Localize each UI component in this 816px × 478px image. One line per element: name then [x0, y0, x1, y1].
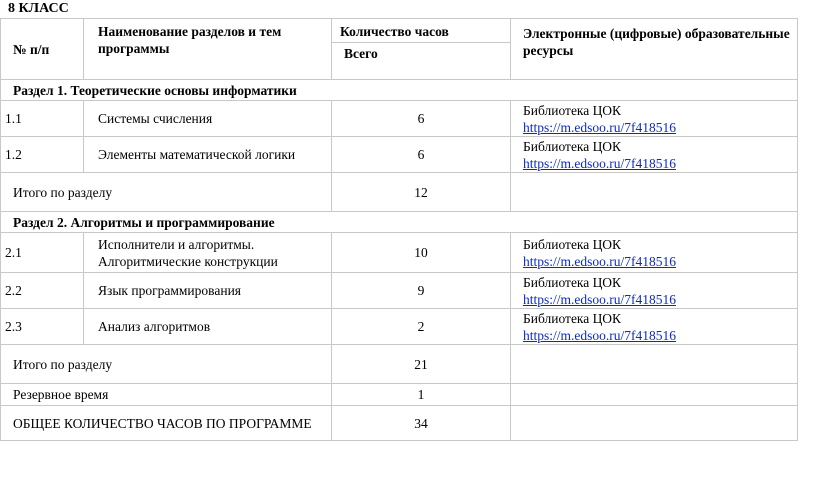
- row-number: 2.2: [1, 273, 84, 309]
- table-row: [1, 309, 798, 345]
- row-number: 2.3: [1, 309, 84, 345]
- header-hours: Количество часов: [332, 19, 511, 43]
- page-title: 8 КЛАСС: [8, 1, 69, 16]
- subtotal-row: [1, 345, 798, 384]
- header-hours-total: Всего: [332, 43, 511, 80]
- table-row: [1, 273, 798, 309]
- table-row: [1, 101, 798, 137]
- resource-link[interactable]: https://m.edsoo.ru/7f418516: [523, 253, 676, 269]
- row-resource: [511, 101, 798, 137]
- row-number: 1.1: [1, 101, 84, 137]
- row-topic: Анализ алгоритмов: [84, 309, 332, 345]
- resource-link[interactable]: https://m.edsoo.ru/7f418516: [523, 327, 676, 343]
- row-topic: Элементы математической логики: [84, 137, 332, 173]
- row-topic: Язык программирования: [84, 273, 332, 309]
- empty-cell: [511, 406, 798, 441]
- section-row: [1, 212, 798, 233]
- row-hours: 6: [332, 101, 511, 137]
- header-resources: Электронные (цифровые) образовательные ресурсы: [511, 19, 798, 80]
- total-hours: 34: [332, 406, 511, 441]
- resource-link[interactable]: https://m.edsoo.ru/7f418516: [523, 155, 676, 171]
- row-hours: 9: [332, 273, 511, 309]
- subtotal-label: Итого по разделу: [1, 345, 332, 384]
- header-number: № п/п: [1, 19, 84, 80]
- row-resource: [511, 233, 798, 273]
- resource-label: Библиотека ЦОК: [523, 102, 621, 118]
- section-row: [1, 80, 798, 101]
- row-hours: 2: [332, 309, 511, 345]
- row-resource: [511, 137, 798, 173]
- row-hours: 6: [332, 137, 511, 173]
- table-row: [1, 233, 798, 273]
- section-title: Раздел 1. Теоретические основы информатики: [1, 80, 798, 101]
- row-hours: 10: [332, 233, 511, 273]
- resource-label: Библиотека ЦОК: [523, 310, 621, 326]
- empty-cell: [511, 384, 798, 406]
- total-label: ОБЩЕЕ КОЛИЧЕСТВО ЧАСОВ ПО ПРОГРАММЕ: [1, 406, 332, 441]
- resource-label: Библиотека ЦОК: [523, 274, 621, 290]
- header-section-name: Наименование разделов и тем программы: [84, 19, 332, 80]
- row-topic: Исполнители и алгоритмы. Алгоритмические конструкции: [84, 233, 332, 273]
- resource-label: Библиотека ЦОК: [523, 236, 621, 252]
- curriculum-table: [0, 18, 798, 441]
- subtotal-hours: 21: [332, 345, 511, 384]
- empty-cell: [511, 345, 798, 384]
- section-title: Раздел 2. Алгоритмы и программирование: [1, 212, 798, 233]
- row-number: 1.2: [1, 137, 84, 173]
- subtotal-row: [1, 173, 798, 212]
- row-number: 2.1: [1, 233, 84, 273]
- row-resource: [511, 273, 798, 309]
- resource-link[interactable]: https://m.edsoo.ru/7f418516: [523, 119, 676, 135]
- resource-link[interactable]: https://m.edsoo.ru/7f418516: [523, 291, 676, 307]
- reserve-hours: 1: [332, 384, 511, 406]
- total-row: [1, 406, 798, 441]
- empty-cell: [511, 173, 798, 212]
- resource-label: Библиотека ЦОК: [523, 138, 621, 154]
- row-resource: [511, 309, 798, 345]
- table-row: [1, 137, 798, 173]
- reserve-label: Резервное время: [1, 384, 332, 406]
- reserve-row: [1, 384, 798, 406]
- subtotal-hours: 12: [332, 173, 511, 212]
- row-topic: Системы счисления: [84, 101, 332, 137]
- subtotal-label: Итого по разделу: [1, 173, 332, 212]
